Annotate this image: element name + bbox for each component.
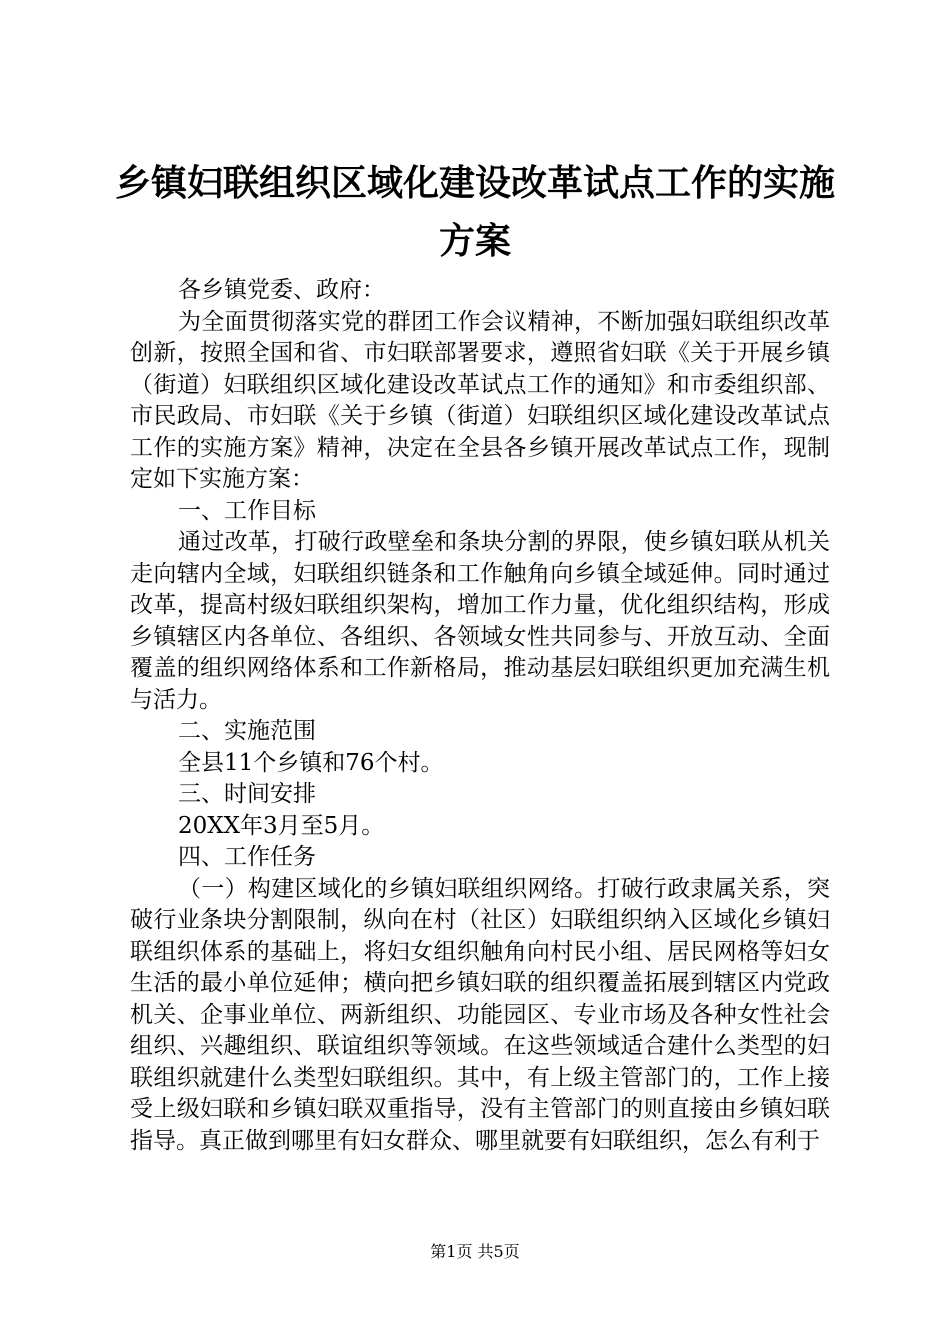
intro-paragraph: 为全面贯彻落实党的群团工作会议精神，不断加强妇联组织改革创新，按照全国和省、市妇联部署要求，遵照省妇联《关于开展乡镇（街道）妇联组织区域化建设改革试点工作的通知》和市委组织部、市民政局、市妇联《关于乡镇（街道）妇联组织区域化建设改革试点工作的实施方案》精神，决定在全县各乡镇开展改革试点工作，现制定如下实施方案： [130,308,830,492]
schedule-paragraph: 20XX年3月至5月。 [178,812,385,839]
section-heading-scope: 二、实施范围 [178,718,316,744]
goals-paragraph: 通过改革，打破行政壁垒和条块分割的界限，使乡镇妇联从机关走向辖内全域，妇联组织链条和工作触角向乡镇全域延伸。同时通过改革，提高村级妇联组织架构，增加工作力量，优化组织结构，形成乡镇辖区内各单位、各组织、各领域女性共同参与、开放互动、全面覆盖的组织网络体系和工作新格局，推动基层妇联组织更加充满生机与活力。 [130,529,830,713]
tasks-paragraph-1: （一）构建区域化的乡镇妇联组织网络。打破行政隶属关系，突破行业条块分割限制，纵向在村（社区）妇联组织纳入区域化乡镇妇联组织体系的基础上，将妇女组织触角向村民小组、居民网格等妇女生活的最小单位延伸；横向把乡镇妇联的组织覆盖拓展到辖区内党政机关、企事业单位、两新组织、功能园区、专业市场及各种女性社会组织、兴趣组织、联谊组织等领域。在这些领域适合建什么类型的妇联组织就建什么类型妇联组织。其中，有上级主管部门的，工作上接受上级妇联和乡镇妇联双重指导，没有主管部门的则直接由乡镇妇联指导。真正做到哪里有妇女群众、哪里就要有妇联组织，怎么有利于 [130,875,830,1154]
document-body [130,275,830,1157]
section-heading-schedule: 三、时间安排 [178,781,316,807]
section-heading-tasks: 四、工作任务 [178,844,316,870]
scope-paragraph: 全县11个乡镇和76个村。 [178,749,444,776]
salutation: 各乡镇党委、政府： [178,277,385,303]
section-heading-goals: 一、工作目标 [178,497,316,524]
document-title-line-2: 方案 [438,220,511,262]
document-title-line-1: 乡镇妇联组织区域化建设改革试点工作的实施 [114,162,835,204]
page-footer: 第1页 共5页 [430,1242,520,1261]
